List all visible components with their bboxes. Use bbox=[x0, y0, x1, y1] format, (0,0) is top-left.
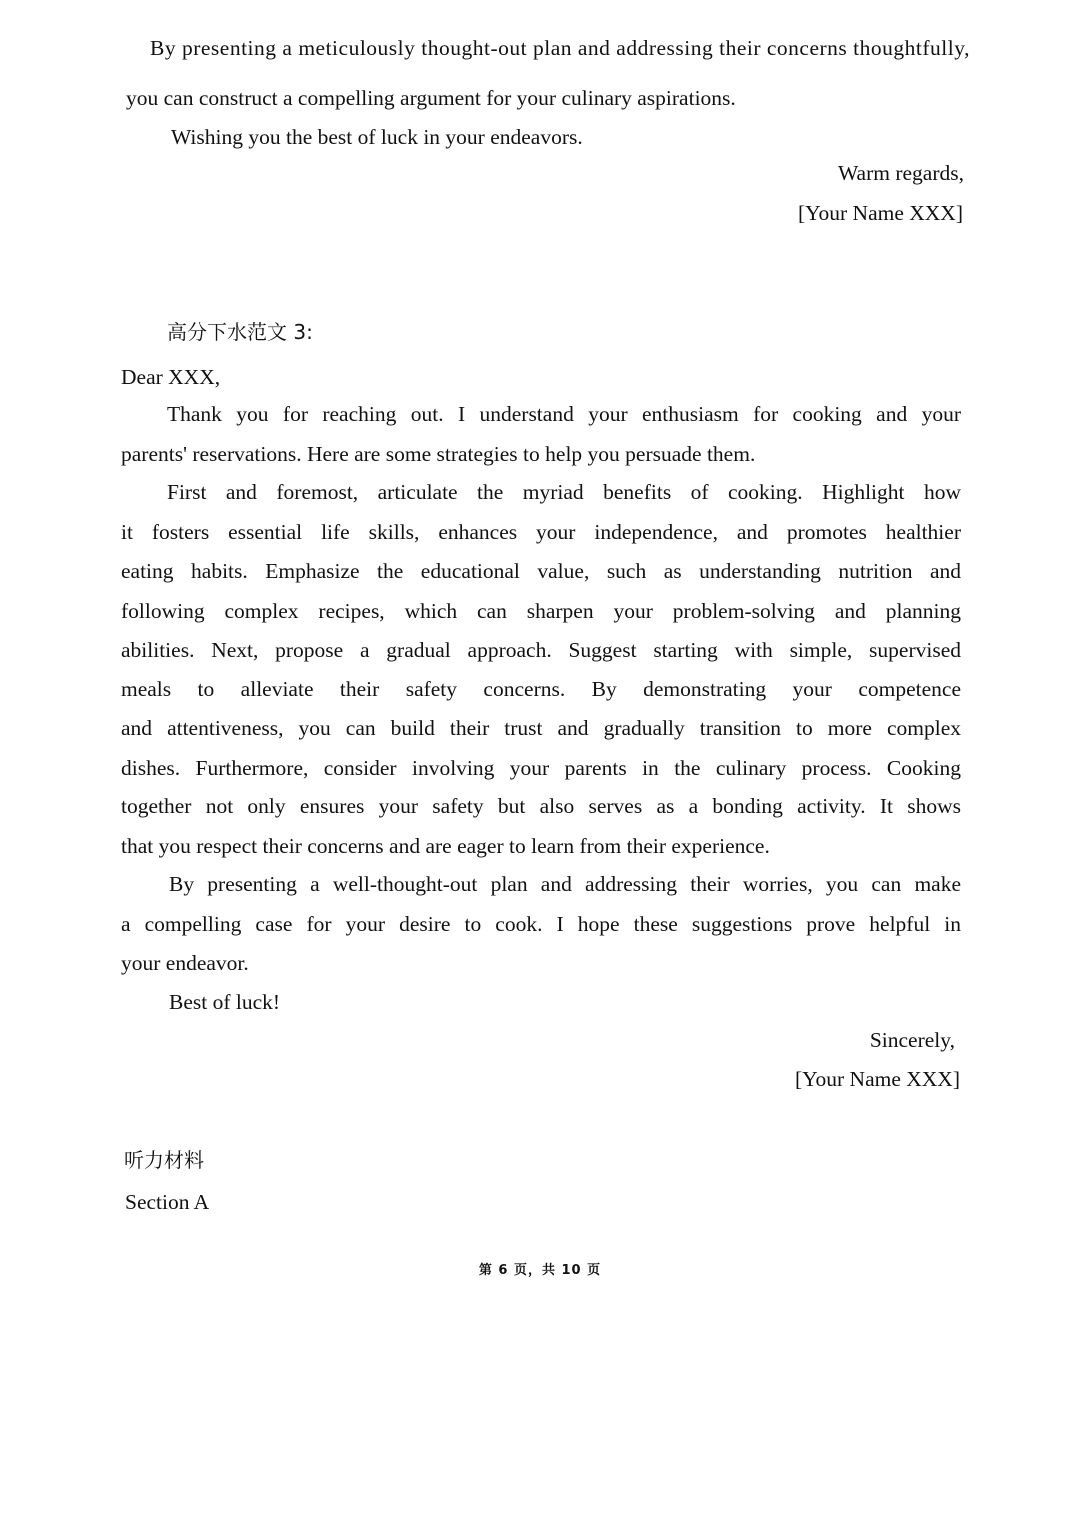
section-label: Section A bbox=[125, 1190, 210, 1214]
body-line: following complex recipes, which can sharpen your problem-solving and planning bbox=[121, 599, 961, 623]
body-line: dishes. Furthermore, consider involving your parents in the culinary process. Cooking bbox=[121, 756, 961, 780]
body-line: Thank you for reaching out. I understand your enthusiasm for cooking and your bbox=[167, 402, 961, 426]
body-line: By presenting a well-thought-out plan and addressing their worries, you can make bbox=[169, 872, 961, 896]
body-line: eating habits. Emphasize the educational value, such as understanding nutrition and bbox=[121, 559, 961, 583]
essay-closing: Sincerely, bbox=[869, 1028, 955, 1052]
body-line: your endeavor. bbox=[121, 951, 249, 975]
essay-signature: [Your Name XXX] bbox=[794, 1067, 960, 1091]
page-footer: 第 6 页，共 10 页 bbox=[478, 1263, 602, 1278]
body-line: that you respect their concerns and are eager to learn from their experience. bbox=[121, 834, 770, 858]
cut-off-line bbox=[150, 36, 970, 64]
top-line-2: Wishing you the best of luck in your endeavors. bbox=[171, 125, 583, 149]
cut-off-text: By presenting a meticulously thought-out plan and addressing their concerns thoughtfully, bbox=[150, 36, 970, 60]
body-line: First and foremost, articulate the myriad benefits of cooking. Highlight how bbox=[167, 480, 961, 504]
body-line: parents' reservations. Here are some strategies to help you persuade them. bbox=[121, 442, 756, 466]
top-closing: Warm regards, bbox=[837, 161, 964, 185]
top-signature: [Your Name XXX] bbox=[797, 201, 963, 225]
body-line: meals to alleviate their safety concerns. By demonstrating your competence bbox=[121, 677, 961, 701]
body-line: a compelling case for your desire to cook. I hope these suggestions prove helpful in bbox=[121, 912, 961, 936]
listening-heading: 听力材料 bbox=[124, 1148, 204, 1172]
salutation: Dear XXX, bbox=[121, 365, 221, 389]
body-line: it fosters essential life skills, enhances your independence, and promotes healthier bbox=[121, 520, 961, 544]
body-line: abilities. Next, propose a gradual approach. Suggest starting with simple, supervised bbox=[121, 638, 961, 662]
body-line: and attentiveness, you can build their trust and gradually transition to more complex bbox=[121, 716, 961, 740]
top-line-1: you can construct a compelling argument for your culinary aspirations. bbox=[126, 86, 736, 110]
body-line: together not only ensures your safety but also serves as a bonding activity. It shows bbox=[121, 794, 961, 818]
essay-heading: 高分下水范文 3: bbox=[167, 320, 313, 344]
body-line: Best of luck! bbox=[169, 990, 281, 1014]
